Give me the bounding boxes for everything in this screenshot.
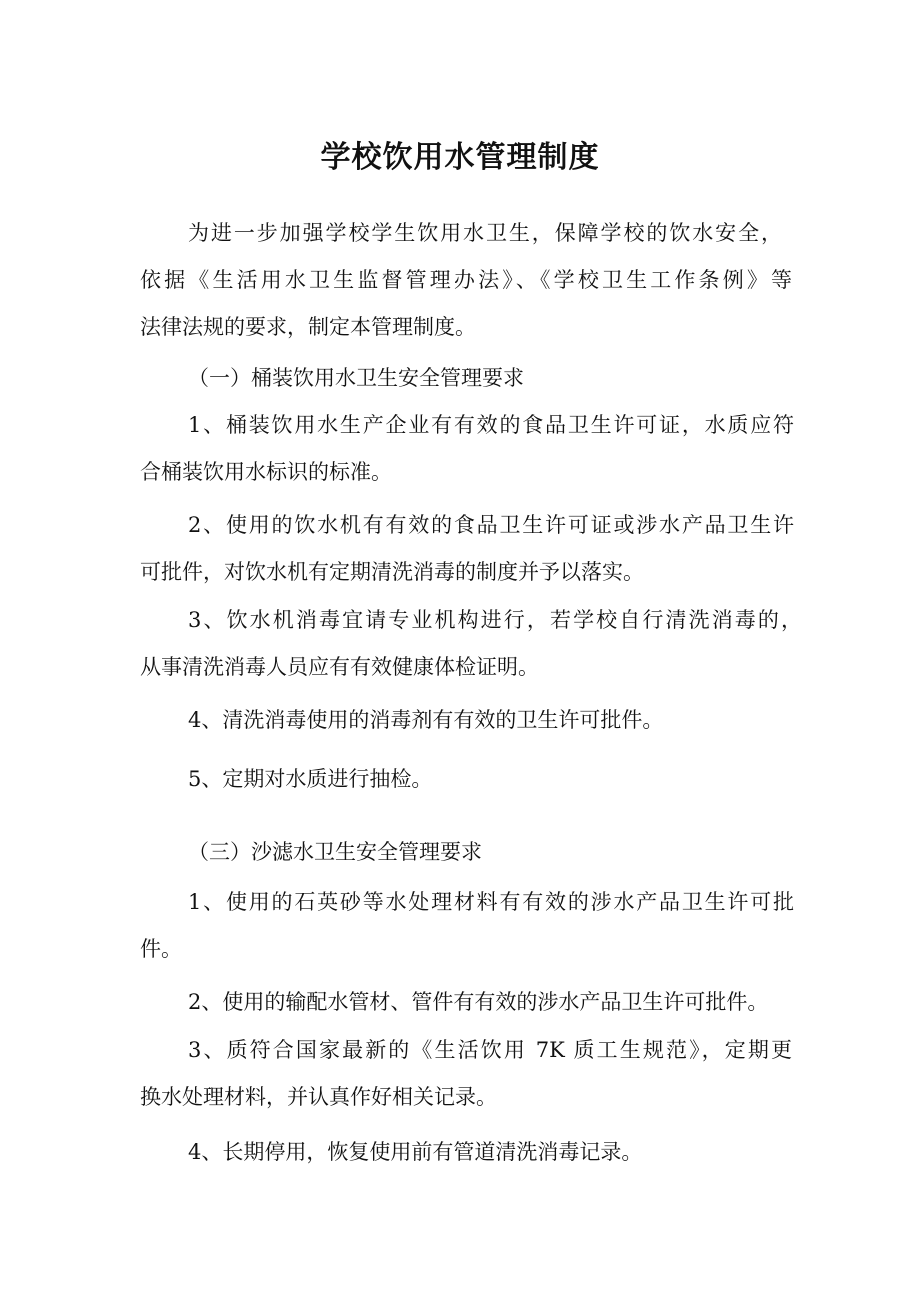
section-1-item-5: 5、定期对水质进行抽检。 (188, 767, 433, 791)
section-3-item-3-line-1: 3、质符合国家最新的《生活饮用 7K 质工生规范》，定期更 (188, 1038, 792, 1062)
section-1-item-1-line-1: 1、桶装饮用水生产企业有有效的食品卫生许可证，水质应符 (188, 413, 794, 437)
section-1-item-4: 4、清洗消毒使用的消毒剂有有效的卫生许可批件。 (188, 708, 664, 732)
intro-line-2: 依据《生活用水卫生监督管理办法》、《学校卫生工作条例》等 (140, 268, 792, 292)
intro-line-3: 法律法规的要求，制定本管理制度。 (140, 315, 476, 339)
intro-line-1: 为进一步加强学校学生饮用水卫生，保障学校的饮水安全， (188, 221, 782, 245)
section-3-item-1-line-1: 1、使用的石英砂等水处理材料有有效的涉水产品卫生许可批 (188, 890, 794, 914)
section-1-item-2-line-2: 可批件，对饮水机有定期清洗消毒的制度并予以落实。 (140, 560, 644, 584)
section-3-heading: （三）沙滤水卫生安全管理要求 (188, 840, 482, 864)
section-1-item-2-line-1: 2、使用的饮水机有有效的食品卫生许可证或涉水产品卫生许 (188, 513, 794, 537)
document-title: 学校饮用水管理制度 (320, 140, 600, 175)
section-1-heading: （一）桶装饮用水卫生安全管理要求 (188, 366, 524, 390)
section-3-item-3-line-2: 换水处理材料，并认真作好相关记录。 (140, 1085, 497, 1109)
section-3-item-4: 4、长期停用，恢复使用前有管道清洗消毒记录。 (188, 1140, 643, 1164)
section-3-item-2: 2、使用的输配水管材、管件有有效的涉水产品卫生许可批件。 (188, 990, 769, 1014)
section-3-item-1-line-2: 件。 (140, 937, 182, 961)
section-1-item-1-line-2: 合桶装饮用水标识的标准。 (140, 460, 392, 484)
section-1-item-3-line-1: 3、饮水机消毒宜请专业机构进行，若学校自行清洗消毒的， (188, 608, 802, 632)
section-1-item-3-line-2: 从事清洗消毒人员应有有效健康体检证明。 (140, 655, 539, 679)
